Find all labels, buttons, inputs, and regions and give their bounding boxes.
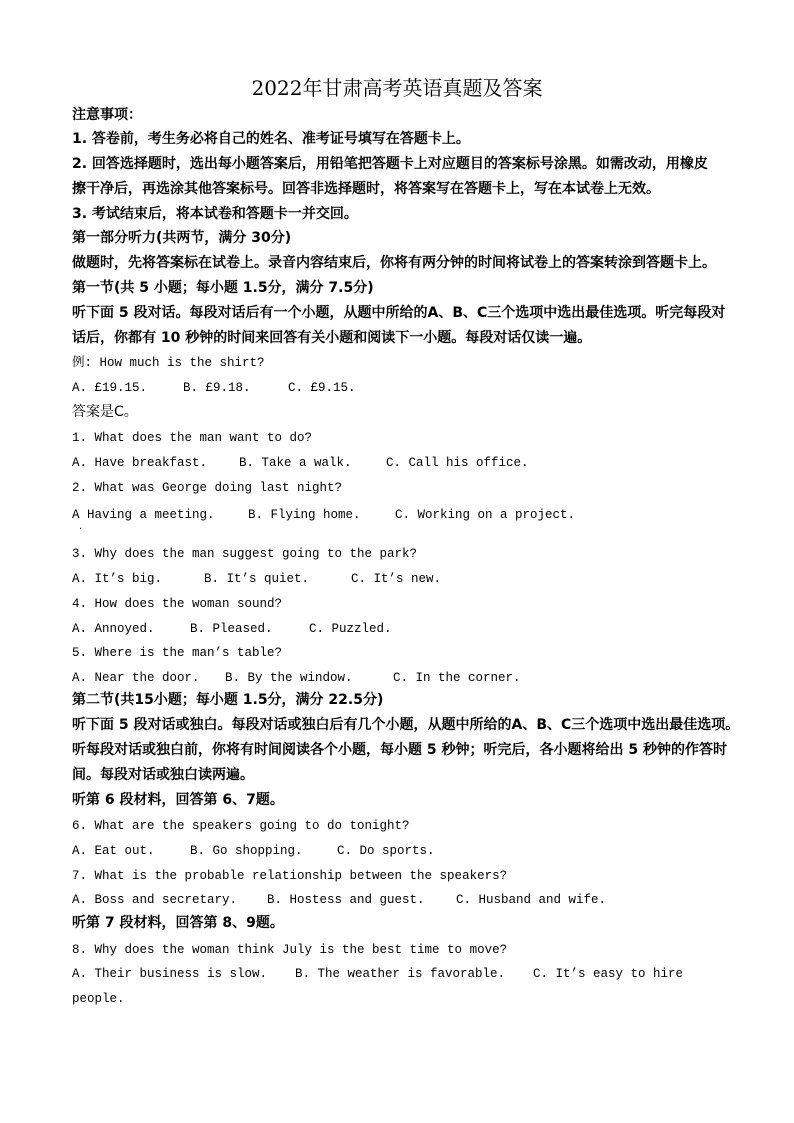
option-b: B. Flying home. [248,508,361,522]
example-options [72,382,356,395]
question-2-options [72,509,575,522]
material-6-heading: 听第 6 段材料，回答第 6、7题。 [72,792,284,808]
section2-heading: 第二节(共15小题；每小题 1.5分，满分 22.5分) [72,692,384,708]
option-a: A. Eat out. [72,844,155,858]
option-a: A. Near the door. [72,671,200,685]
question-3-options [72,573,441,586]
option-a: A. It’s big. [72,572,163,586]
option-c: C. Puzzled. [309,622,392,636]
question-7: 7. What is the probable relationship between the speakers? [72,869,508,883]
example-question: 例: How much is the shirt? [72,356,265,370]
stray-dot: · [79,524,83,535]
option-a: A. Have breakfast. [72,456,208,470]
option-c: C. Working on a project. [395,508,576,522]
question-1: 1. What does the man want to do? [72,431,313,445]
note-2-line-2: 擦干净后，再选涂其他答案标号。回答非选择题时，将答案写在答题卡上，写在本试卷上无效。 [72,181,660,197]
note-1: 1. 答卷前，考生务必将自己的姓名、准考证号填写在答题卡上。 [72,131,470,147]
question-8: 8. Why does the woman think July is the best time to move? [72,943,508,957]
option-a: A. Their business is slow. [72,967,268,981]
option-c: C. Do sports. [337,844,435,858]
question-8-options [72,968,683,981]
option-b: B. It’s quiet. [204,572,310,586]
option-c: C. It’s easy to hire [533,967,684,981]
option-c: C. Husband and wife. [456,893,607,907]
notes-heading: 注意事项： [72,107,142,123]
question-7-options [72,894,606,907]
option-b: B. By the window. [225,671,353,685]
example-answer: 答案是C。 [72,404,138,420]
section2-instructions-line-2: 听每段对话或独白前，你将有时间阅读各个小题，每小题 5 秒钟；听完后，各小题将给出 5 秒钟的作答时 [72,742,727,758]
section2-instructions-line-3: 间。每段对话或独白读两遍。 [72,767,254,783]
page-title: 2022年甘肃高考英语真题及答案 [251,76,543,100]
section1-instructions-line-2: 话后，你都有 10 秒钟的时间来回答有关小题和阅读下一小题。每段对话仅读一遍。 [72,330,592,346]
question-5: 5. Where is the man’s table? [72,646,283,660]
example-option-a: A. £19.15. [72,381,148,395]
option-a: A. Annoyed. [72,622,155,636]
option-b: B. Pleased. [190,622,273,636]
option-b: B. The weather is favorable. [295,967,506,981]
note-3: 3. 考试结束后，将本试卷和答题卡一并交回。 [72,206,358,222]
material-7-heading: 听第 7 段材料，回答第 8、9题。 [72,915,284,931]
question-6-options [72,845,435,858]
example-option-c: C. £9.15. [288,381,356,395]
example-option-b: B. £9.18. [183,381,251,395]
option-a: A. Boss and secretary. [72,893,238,907]
option-b: B. Take a walk. [239,456,352,470]
option-b: B. Go shopping. [190,844,303,858]
question-3: 3. Why does the man suggest going to the park? [72,547,418,561]
part1-instructions: 做题时，先将答案标在试卷上。录音内容结束后，你将有两分钟的时间将试卷上的答案转涂到答题卡上。 [72,255,716,271]
question-2: 2. What was George doing last night? [72,481,343,495]
section1-heading: 第一节(共 5 小题；每小题 1.5分，满分 7.5分) [72,280,374,296]
option-b: B. Hostess and guest. [267,893,425,907]
option-c: C. Call his office. [386,456,529,470]
question-4-options [72,623,392,636]
option-a: A Having a meeting. [72,508,215,522]
section1-instructions-line-1: 听下面 5 段对话。每段对话后有一个小题，从题中所给的A、B、C三个选项中选出最佳选项。听完每段对 [72,305,726,321]
part1-heading: 第一部分听力(共两节，满分 30分) [72,230,292,246]
option-c: C. It’s new. [351,572,442,586]
question-4: 4. How does the woman sound? [72,597,283,611]
question-5-options [72,672,521,685]
option-c: C. In the corner. [393,671,521,685]
question-6: 6. What are the speakers going to do tonight? [72,819,410,833]
question-1-options [72,457,529,470]
question-8-options-continued: people. [72,992,125,1006]
section2-instructions-line-1: 听下面 5 段对话或独白。每段对话或独白后有几个小题，从题中所给的A、B、C三个选项中选出最佳选项。 [72,717,740,733]
note-2-line-1: 2. 回答选择题时，选出每小题答案后，用铅笔把答题卡上对应题目的答案标号涂黑。如需改动，用橡皮 [72,156,708,172]
